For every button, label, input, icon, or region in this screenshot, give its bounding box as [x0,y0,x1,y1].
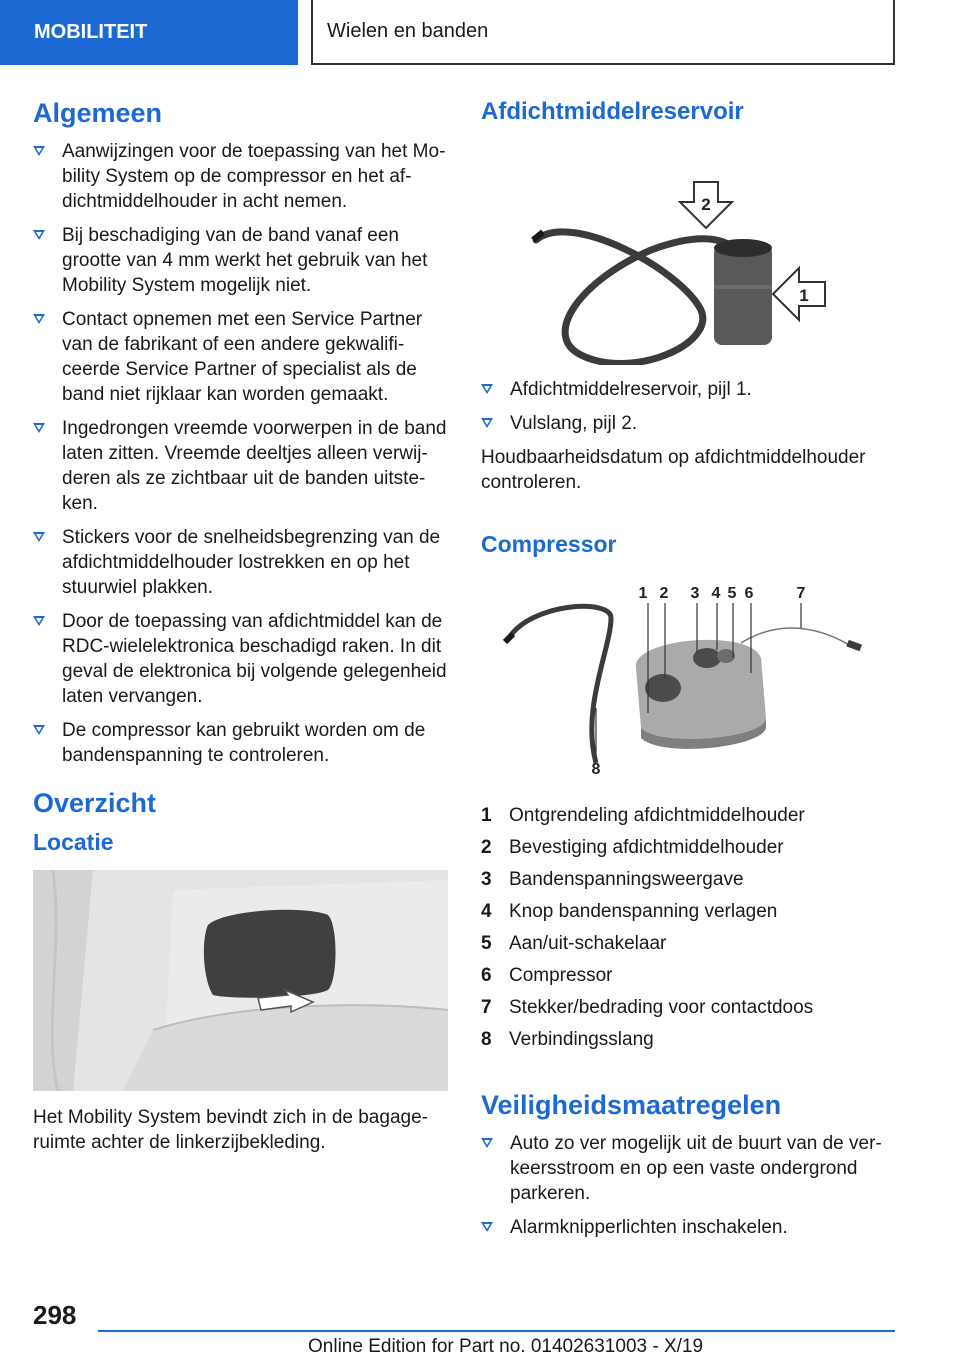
section-tab [0,0,298,65]
figure-label-1: 1 [638,585,648,602]
figure-label-7: 7 [796,585,806,602]
triangle-bullet-icon [481,1138,493,1148]
list-item: Contact opnemen met een Service Partner van de fabrikant of een andere gekwalifi-ceerde Service Partner of specialist als de band niet rijklaar kan worden gemaakt. [33,307,448,407]
triangle-bullet-icon [33,616,45,626]
triangle-bullet-icon [481,418,493,428]
triangle-bullet-icon [481,384,493,394]
legend-item: 1 Ontgrendeling afdichtmiddelhouder [481,805,805,826]
list-item: Vulslang, pijl 2. [481,411,896,436]
triangle-bullet-icon [33,532,45,542]
legend-item: 8 Verbindingsslang [481,1029,654,1050]
legend-item: 5 Aan/uit-schakelaar [481,933,667,954]
general-list [33,139,448,768]
safety-heading: Veiligheidsmaatregelen [481,1090,782,1120]
list-item: Stickers voor de snelheidsbegrenzing van de afdichtmiddelhouder lostrekken en op het stuurwiel plakken. [33,525,448,600]
compressor-heading: Compressor [481,531,617,557]
section-label: MOBILITEIT [34,21,148,43]
general-heading: Algemeen [33,98,163,128]
left-column [33,98,448,1155]
figure-label-2: 2 [701,195,711,214]
legend-item: 7 Stekker/bedrading voor contactdoos [481,997,814,1018]
figure-label-4: 4 [711,585,721,602]
list-item: Auto zo ver mogelijk uit de buurt van de ver-keersstroom en op een vaste ondergrond parkeren. [481,1131,896,1206]
figure-label-5: 5 [727,585,737,602]
compressor-legend [481,800,896,1056]
chapter-header [311,0,895,65]
location-heading: Locatie [33,829,114,855]
figure-label-3: 3 [690,585,700,602]
page-number: 298 [33,1300,77,1330]
list-item: Bij beschadiging van de band vanaf een grootte van 4 mm werkt het gebruik van het Mobility System mogelijk niet. [33,223,448,298]
figure-label-1: 1 [799,286,809,305]
edition-text: Online Edition for Part no. 01402631003 - X/19 [308,1336,704,1357]
list-item: Aanwijzingen voor de toepassing van het Mo-bility System op de compressor en het af-dichtmiddelhouder in acht nemen. [33,139,448,214]
reservoir-list [481,377,896,436]
location-text: Het Mobility System bevindt zich in de bagage-ruimte achter de linkerzijbekleding. [33,1107,428,1153]
reservoir-illustration [481,140,896,365]
reservoir-note: Houdbaarheidsdatum op afdichtmiddelhouder controleren. [481,447,866,493]
compressor-illustration [481,578,896,778]
list-item: De compressor kan gebruikt worden om de bandenspanning te controleren. [33,718,448,768]
right-column [481,98,896,1249]
triangle-bullet-icon [33,230,45,240]
legend-item: 3 Bandenspanningsweergave [481,869,744,890]
figure-label-2: 2 [659,585,669,602]
legend-item: 6 Compressor [481,965,613,986]
list-item: Ingedrongen vreemde voorwerpen in de band laten zitten. Vreemde deeltjes alleen verwij-deren als ze zichtbaar uit de banden uitste-ken. [33,416,448,516]
overview-heading: Overzicht [33,788,157,818]
chapter-label: Wielen en banden [327,20,489,42]
figure-label-6: 6 [744,585,754,602]
legend-item: 2 Bevestiging afdichtmiddelhouder [481,837,784,858]
legend-item: 4 Knop bandenspanning verlagen [481,901,778,922]
list-item: Alarmknipperlichten inschakelen. [481,1215,896,1240]
list-item: Door de toepassing van afdichtmiddel kan de RDC-wielelektronica beschadigd raken. In dit geval de elektronica bij volgende gelegenheid laten vervangen. [33,609,448,709]
safety-list [481,1131,896,1240]
triangle-bullet-icon [33,146,45,156]
reservoir-heading: Afdichtmiddelreservoir [481,98,744,125]
footer-divider [98,1330,895,1332]
trunk-location-illustration [33,870,448,1091]
figure-label-8: 8 [591,761,601,778]
triangle-bullet-icon [481,1222,493,1232]
triangle-bullet-icon [33,423,45,433]
triangle-bullet-icon [33,725,45,735]
list-item: Afdichtmiddelreservoir, pijl 1. [481,377,896,402]
triangle-bullet-icon [33,314,45,324]
